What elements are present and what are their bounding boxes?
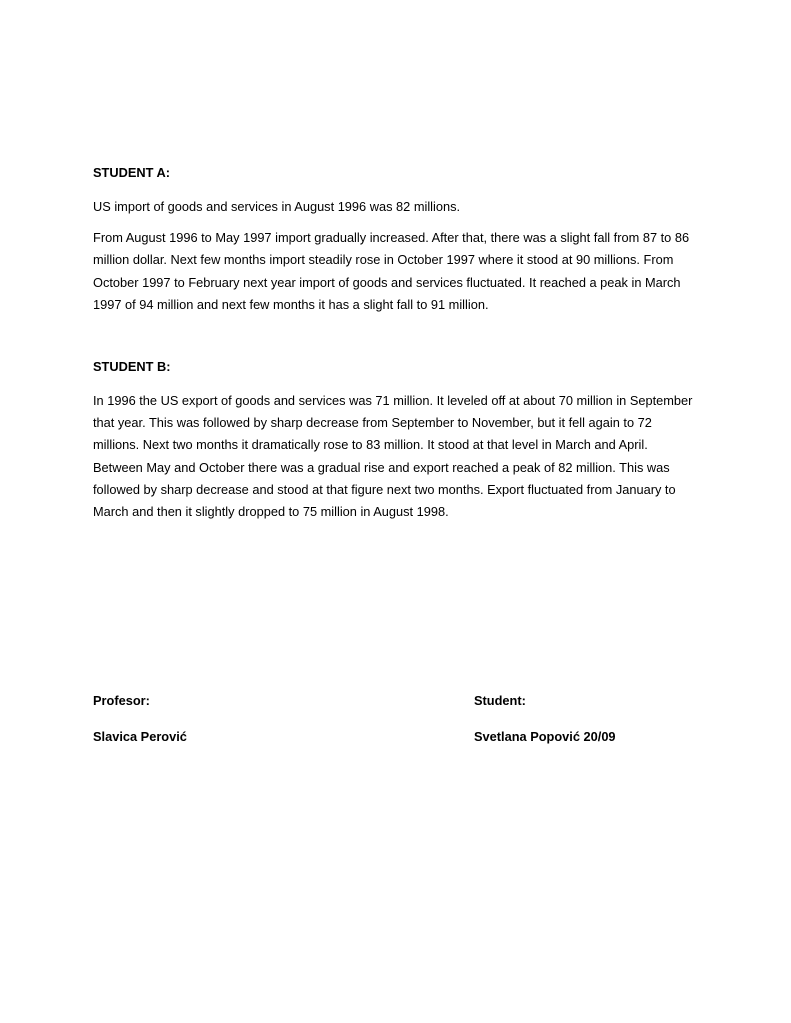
student-label: Student: (474, 693, 526, 708)
student-name: Svetlana Popović 20/09 (474, 729, 616, 744)
student-b-heading: STUDENT B: (93, 359, 171, 375)
student-a-heading: STUDENT A: (93, 165, 171, 180)
professor-signature (93, 692, 187, 745)
document-body (93, 164, 698, 523)
signature-block (93, 692, 698, 752)
student-a-paragraph-2: From August 1996 to May 1997 import gradually increased. After that, there was a slight fall from 87 to 86 million dollar. Next few months import steadily rose in October 1997 where it stood at 90 millions. From October 1997 to February next year import of goods and services fluctuated. It reached a peak in March 1997 of 94 million and next few months it has a slight fall to 91 million. (93, 230, 690, 312)
professor-label: Profesor: (93, 693, 150, 708)
student-b-paragraph-1: In 1996 the US export of goods and services was 71 million. It leveled off at about 70 million in September that year. This was followed by sharp decrease from September to November, but it fell again to 72 millions. Next two months it dramatically rose to 83 million. It stood at that level in March and April. Between May and October there was a gradual rise and export reached a peak of 82 million. This was followed by sharp decrease and stood at that figure next two months. Export fluctuated from January to March and then it slightly dropped to 75 million in August 1998. (93, 393, 693, 520)
student-a-section (93, 164, 698, 316)
student-signature (474, 692, 616, 745)
professor-name: Slavica Perović (93, 729, 187, 744)
student-a-paragraph-1: US import of goods and services in August 1996 was 82 millions. (93, 199, 461, 214)
student-b-section (93, 358, 698, 523)
